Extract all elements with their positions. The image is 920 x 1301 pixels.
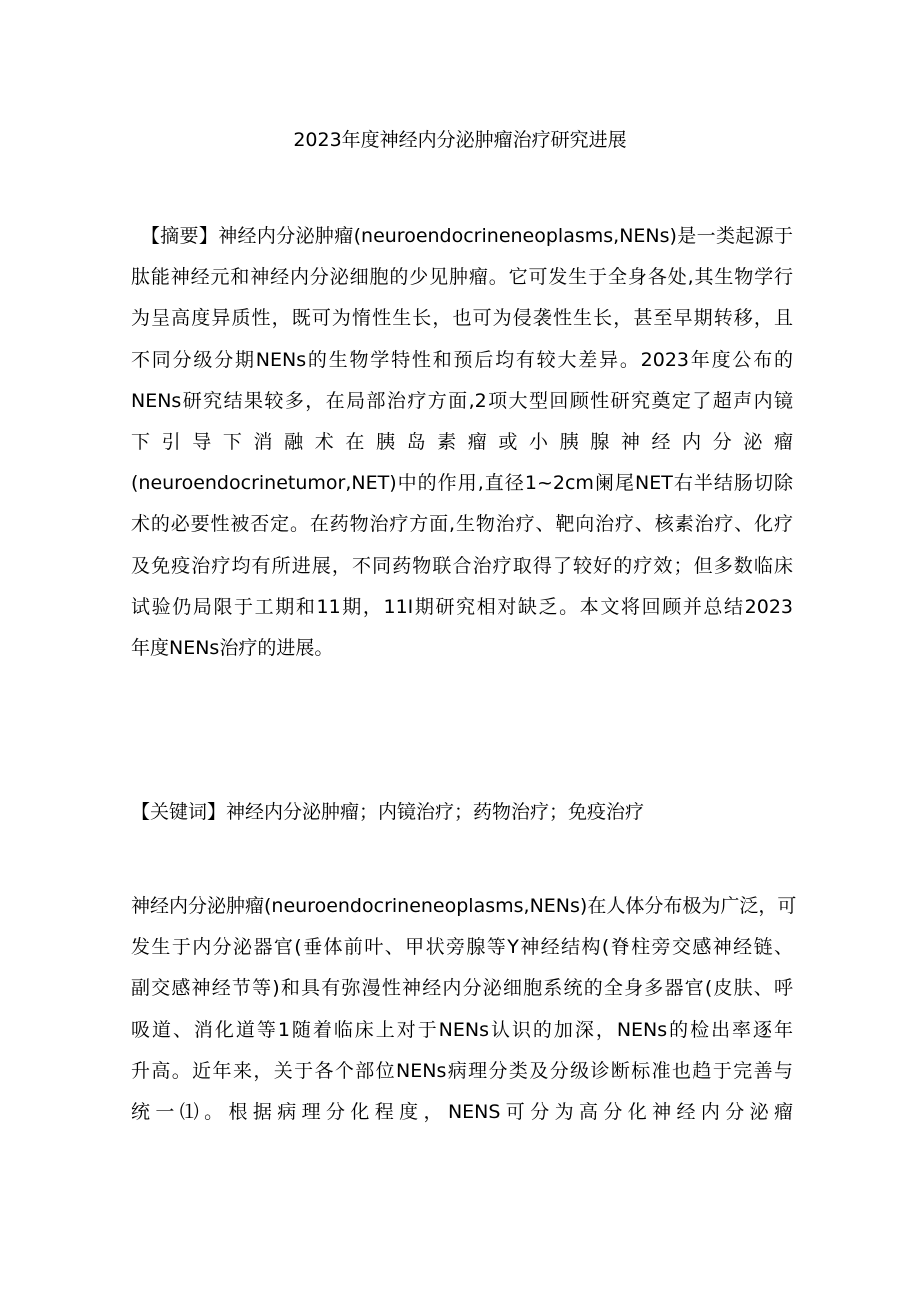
abstract-line: 不同分级分期NENs的生物学特性和预后均有较大差异。2023年度公布的: [131, 348, 793, 371]
intro-line: 统一⑴。根据病理分化程度，NENS可分为高分化神经内分泌瘤: [131, 1100, 793, 1123]
abstract-paragraph: [131, 216, 793, 669]
intro-line: 升高。近年来，关于各个部位NENs病理分类及分级诊断标准也趋于完善与: [131, 1059, 793, 1082]
abstract-line: 术的必要性被否定。在药物治疗方面,生物治疗、靶向治疗、核素治疗、化疗: [131, 513, 793, 536]
abstract-line: 及免疫治疗均有所进展，不同药物联合治疗取得了较好的疗效；但多数临床: [131, 554, 793, 577]
abstract-line: 肽能神经元和神经内分泌细胞的少见肿瘤。它可发生于全身各处,其生物学行: [131, 266, 793, 289]
intro-line: 副交感神经节等)和具有弥漫性神经内分泌细胞系统的全身多器官(皮肤、呼: [131, 977, 793, 1000]
abstract-line: NENs研究结果较多，在局部治疗方面,2项大型回顾性研究奠定了超声内镜: [131, 389, 793, 412]
intro-paragraph: [131, 886, 797, 1133]
abstract-line: (neuroendocrinetumor,NET)中的作用,直径1~2cm阑尾NET右半结肠切除: [131, 472, 793, 495]
abstract-line: 下引导下消融术在胰岛素瘤或小胰腺神经内分泌瘤: [131, 430, 793, 453]
intro-line: 神经内分泌肿瘤(neuroendocrineneoplasms,NENs)在人体分布极为广泛，可: [131, 895, 797, 917]
document-title: 2023年度神经内分泌肿瘤治疗研究进展: [293, 129, 627, 151]
keywords-paragraph: [131, 792, 793, 833]
keywords-line: 【关键词】神经内分泌肿瘤；内镜治疗；药物治疗；免疫治疗: [131, 801, 645, 823]
abstract-line: 试验仍局限于工期和11期，11I期研究相对缺乏。本文将回顾并总结2023: [131, 595, 793, 618]
abstract-line: 【摘要】神经内分泌肿瘤(neuroendocrineneoplasms,NENs)是一类起源于: [131, 225, 793, 247]
intro-line: 发生于内分泌器官(垂体前叶、甲状旁腺等Y神经结构(脊柱旁交感神经链、: [131, 936, 793, 959]
intro-line: 吸道、消化道等1随着临床上对于NENs认识的加深，NENs的检出率逐年: [131, 1018, 793, 1041]
abstract-line: 年度NENs治疗的进展。: [131, 636, 334, 659]
abstract-line: 为呈高度异质性，既可为惰性生长，也可为侵袭性生长，甚至早期转移，且: [131, 307, 793, 330]
